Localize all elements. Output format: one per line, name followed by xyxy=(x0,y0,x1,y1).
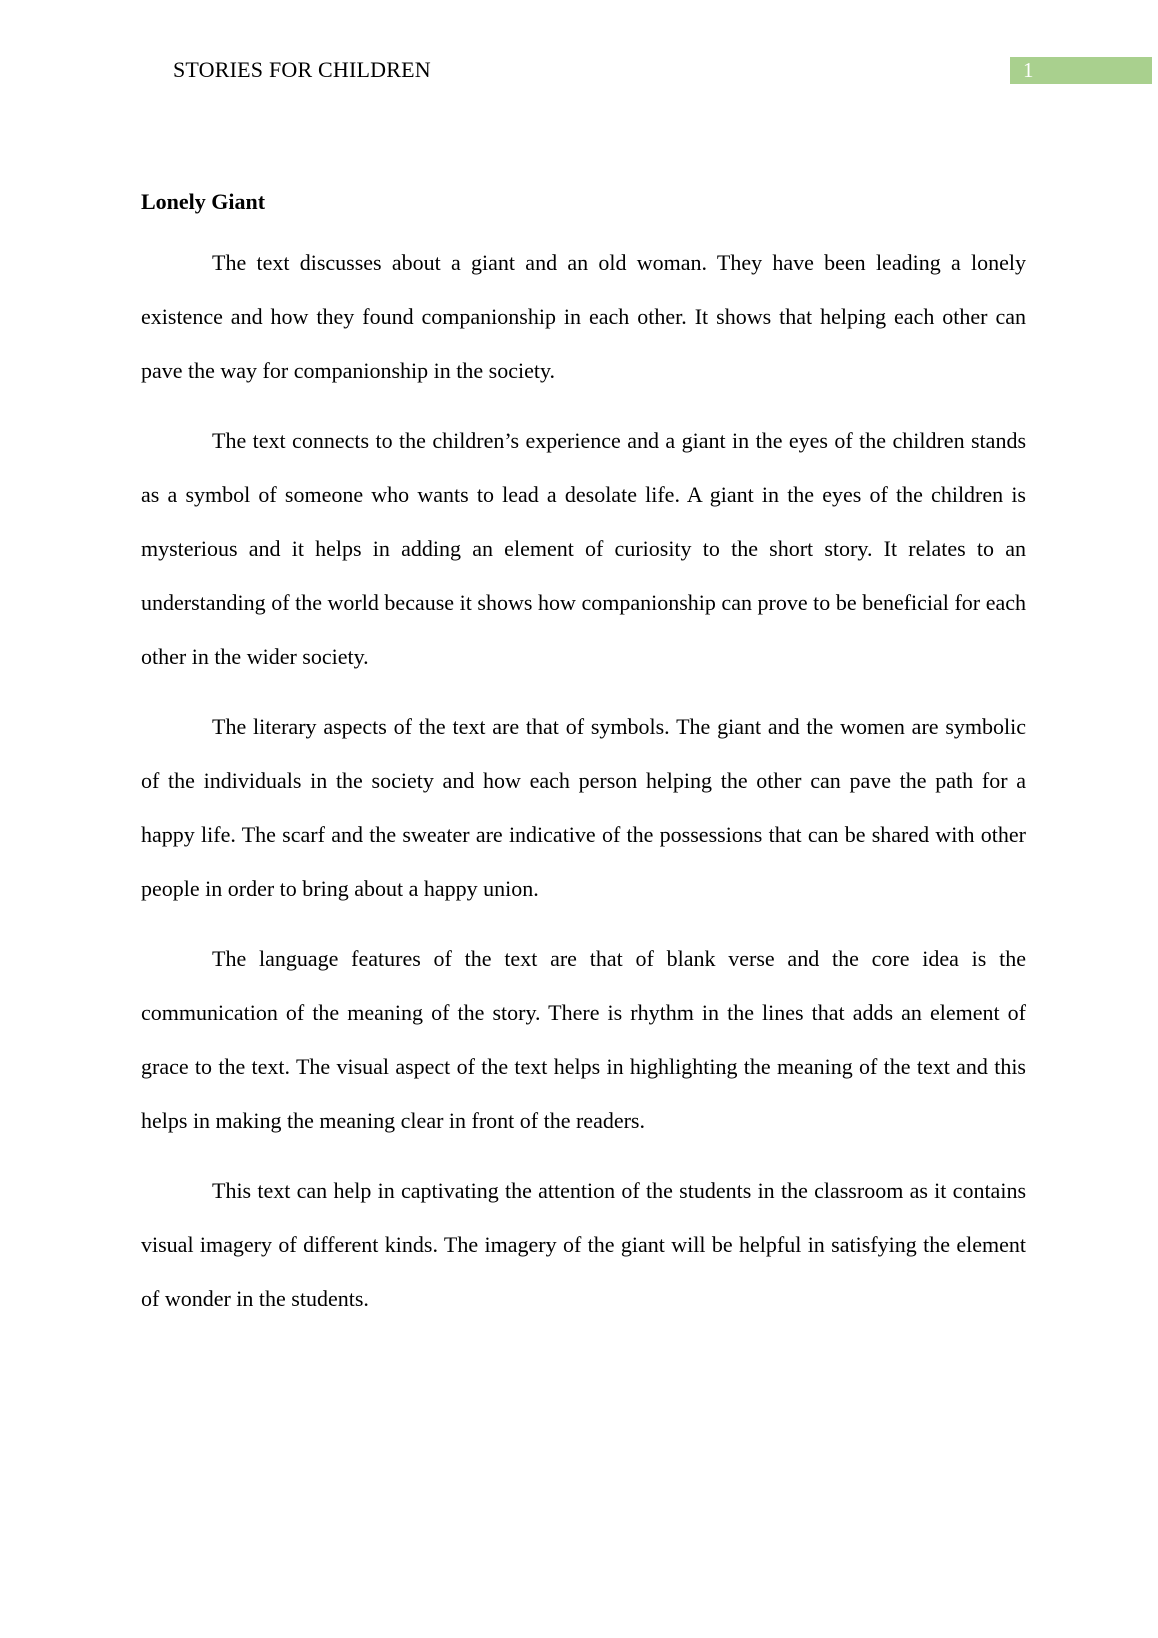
paragraph: The text discusses about a giant and an old woman. They have been leading a lonely existence and how they found companionship in each other. It shows that helping each other can pave the way for companionship in the society. xyxy=(141,250,1026,383)
running-head: STORIES FOR CHILDREN xyxy=(173,57,431,82)
section-heading: Lonely Giant xyxy=(141,189,266,214)
paragraph: This text can help in captivating the attention of the students in the classroom as it contains visual imagery of different kinds. The imagery of the giant will be helpful in satisfying the element of wonder in the students. xyxy=(141,1178,1026,1311)
paragraph: The language features of the text are that of blank verse and the core idea is the communication of the meaning of the story. There is rhythm in the lines that adds an element of grace to the text. The visual aspect of the text helps in highlighting the meaning of the text and this helps in making the meaning clear in front of the readers. xyxy=(141,946,1026,1133)
page-number-box xyxy=(1010,57,1152,84)
document-body xyxy=(141,184,1026,1342)
paragraph: The text connects to the children’s experience and a giant in the eyes of the children stands as a symbol of someone who wants to lead a desolate life. A giant in the eyes of the children is mysterious and it helps in adding an element of curiosity to the short story. It relates to an understanding of the world because it shows how companionship can prove to be beneficial for each other in the wider society. xyxy=(141,428,1026,669)
paragraph: The literary aspects of the text are that of symbols. The giant and the women are symbolic of the individuals in the society and how each person helping the other can pave the path for a happy life. The scarf and the sweater are indicative of the possessions that can be shared with other people in order to bring about a happy union. xyxy=(141,714,1026,901)
page-number: 1 xyxy=(1023,58,1034,82)
